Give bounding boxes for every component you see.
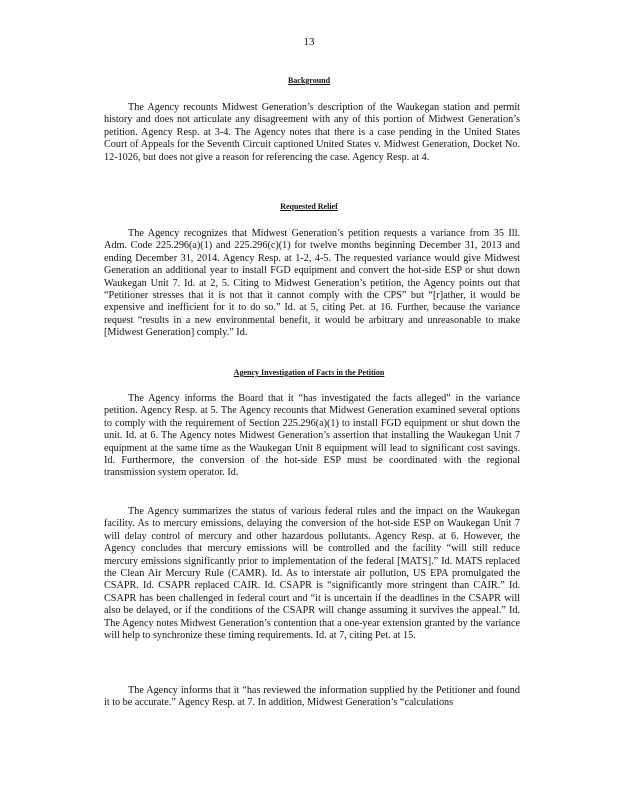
section-heading-requested-relief: Requested Relief: [280, 202, 338, 211]
paragraph-requested-relief-1: The Agency recognizes that Midwest Generation’s petition requests a variance from 35 Ill. Adm. Code 225.296(a)(1) and 225.296(c)(1) for twelve months beginning December 31, 2013 and ending December 31, 2014. Agency Resp. at 1-2, 4-5. The requested variance would give Midwest Generation an additional year to install FGD equipment and convert the hot-side ESP or shut down Waukegan Unit 7. Id. at 2, 5. Citing to Midwest Generation’s petition, the Agency points out that “Petitioner stresses that it is not that it cannot comply with the CPS” but “[r]ather, it would be expensive and inefficient for it to do so.” Id. at 5, citing Pet. at 16. Further, because the variance request “results in a new environmental benefit, it would be arbitrary and unreasonable to make [Midwest Generation] comply.” Id.: [104, 228, 520, 339]
paragraph-investigation-3: The Agency informs that it “has reviewed the information supplied by the Petitioner and found it to be accurate.” Agency Resp. at 7. In addition, Midwest Generation’s “calculations: [104, 685, 520, 709]
section-heading-background: Background: [287, 76, 331, 85]
page-number: 13: [303, 36, 315, 48]
section-heading-agency-investigation: Agency Investigation of Facts in the Petition: [233, 368, 385, 377]
paragraph-investigation-1: The Agency informs the Board that it “has investigated the facts alleged” in the variance petition. Agency Resp. at 5. The Agency recounts that Midwest Generation examined several options to comply with the requirement of Section 225.296(a)(1) to install FGD equipment or shut down the unit. Id. at 6. The Agency notes Midwest Generation’s assertion that installing the Waukegan Unit 7 equipment at the same time as the Waukegan Unit 8 equipment will lead to significant cost savings. Id. Furthermore, the conversion of the hot-side ESP must be coordinated with the regional transmission system operator. Id.: [104, 393, 520, 479]
paragraph-investigation-2: The Agency summarizes the status of various federal rules and the impact on the Waukegan facility. As to mercury emissions, delaying the conversion of the hot-side ESP on Waukegan Unit 7 will delay control of mercury and other hazardous pollutants. Agency Resp. at 6. However, the Agency concludes that mercury emissions will be controlled and the facility “will still reduce mercury emissions significantly prior to implementation of the federal [MATS].” Id. MATS replaced the Clean Air Mercury Rule (CAMR). Id. As to interstate air pollution, US EPA promulgated the CSAPR. Id. CSAPR replaced CAIR. Id. CSAPR is “significantly more stringent than CAIR.” Id. CSAPR has been challenged in federal court and “it is uncertain if the deadlines in the CSAPR will also be delayed, or if the conditions of the CSAPR will change assuming it survives the appeal.” Id. The Agency notes Midwest Generation’s contention that a one-year extension granted by the variance will help to synchronize these timing requirements. Id. at 7, citing Pet. at 15.: [104, 506, 520, 642]
paragraph-background-1: The Agency recounts Midwest Generation’s description of the Waukegan station and permit history and does not articulate any disagreement with any of this portion of Midwest Generation’s petition. Agency Resp. at 3-4. The Agency notes that there is a case pending in the United States Court of Appeals for the Seventh Circuit captioned United States v. Midwest Generation, Docket No. 12-1026, but does not give a reason for referencing the case. Agency Resp. at 4.: [104, 102, 520, 163]
